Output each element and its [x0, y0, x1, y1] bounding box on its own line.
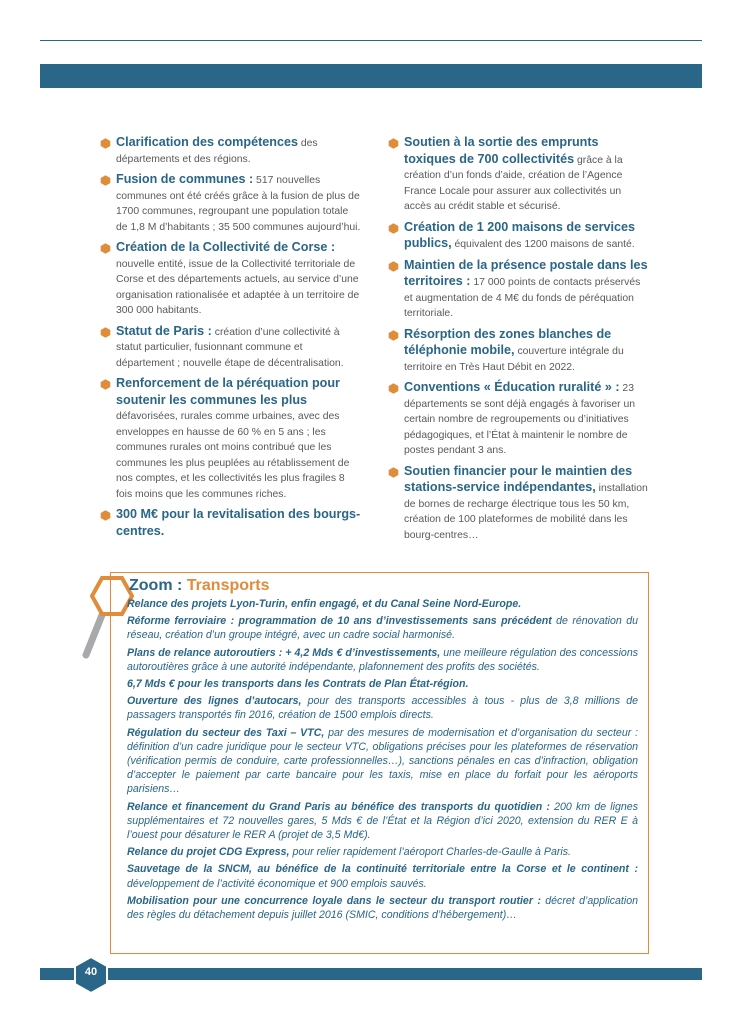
bullet-desc: 17 000 points de contacts préservés et augmentation de 4 M€ du fonds de péréquation territoriale.: [404, 277, 641, 319]
bullet-desc: grâce à la création d’un fonds d’aide, création de l’Agence France Locale pour assurer aux collectivités un accès au crédit stable et sécurisé.: [404, 154, 623, 212]
zoom-paragraph: [127, 862, 638, 890]
zoom-paragraph-lead: Sauvetage de la SNCM, au bénéfice de la continuité territoriale entre la Corse et le continent :: [127, 863, 638, 876]
zoom-paragraph: [127, 597, 638, 611]
bullet-title: 300 M€ pour la revitalisation des bourgs-centres.: [116, 507, 361, 538]
hexagon-bullet-icon: [100, 379, 111, 390]
bullet-title: Création de 1 200 maisons de services publics,: [404, 219, 636, 250]
hexagon-bullet-icon: [388, 330, 399, 341]
zoom-paragraph: [127, 845, 638, 859]
bullet-item: [100, 507, 362, 540]
bullet-item: [388, 135, 650, 215]
zoom-paragraph-lead: Réforme ferroviaire : programmation de 10 ans d’investissements sans précédent: [127, 615, 552, 628]
bullet-desc: 517 nouvelles communes ont été créés grâce à la fusion de plus de 1700 communes, regroupant une population totale de 1,8 M d’habitants ; 35 500 communes aujourd’hui.: [116, 175, 361, 233]
zoom-paragraph-lead: Relance des projets Lyon-Turin, enfin engagé, et du Canal Seine Nord-Europe.: [127, 598, 522, 610]
bullet-desc: création d’une collectivité à statut particulier, fusionnant commune et département ; nouvelle étape de décentralisation.: [116, 326, 344, 369]
bullet-item: [388, 464, 650, 544]
right-column: [388, 135, 650, 548]
zoom-paragraph-text: décret d’application des règles du détachement depuis juillet 2016 (SMIC, conditions d’hébergement)…: [127, 894, 638, 922]
bullet-title: Conventions « Éducation ruralité » :: [404, 380, 620, 394]
bullet-title: Statut de Paris :: [116, 323, 212, 338]
zoom-paragraph-lead: Ouverture des lignes d’autocars,: [127, 695, 302, 708]
hexagon-bullet-icon: [100, 327, 111, 338]
zoom-paragraph-lead: Régulation du secteur des Taxi – VTC,: [127, 726, 325, 739]
zoom-paragraph-lead: 6,7 Mds € pour les transports dans les Contrats de Plan État-région.: [127, 678, 469, 691]
bullet-item: [100, 240, 362, 319]
bullet-title: Fusion de communes :: [116, 172, 254, 186]
bullet-desc: équivalent des 1200 maisons de santé.: [451, 239, 635, 250]
zoom-paragraph: [127, 694, 638, 722]
zoom-paragraph-lead: Relance et financement du Grand Paris au bénéfice des transports du quotidien :: [127, 800, 550, 813]
left-column: [100, 135, 362, 545]
hexagon-bullet-icon: [100, 243, 111, 254]
hexagon-bullet-icon: [100, 138, 111, 149]
bullet-desc: 23 départements se sont déjà engagés à favoriser un certain nombre de regroupements ou d’initiatives pédagogiques, et l’État à maintenir le nombre de postes pendant 3 ans.: [404, 383, 636, 456]
zoom-label: Zoom :: [129, 577, 183, 594]
zoom-body: [127, 597, 638, 925]
bullet-title: Création de la Collectivité de Corse :: [116, 240, 336, 254]
bullet-desc: défavorisées, rurales comme urbaines, avec des enveloppes en hausse de 60 % en 5 ans ; les communes rurales ont moins contribué que les communes les plus peuplées au rétablissement de nos comptes, et les collectivités les plus fragiles 8 fois moins que les communes riches.: [116, 411, 350, 500]
hexagon-bullet-icon: [388, 467, 399, 478]
hexagon-bullet-icon: [388, 223, 399, 234]
bullet-title: Renforcement de la péréquation pour soutenir les communes les plus: [116, 376, 340, 407]
zoom-paragraph: [127, 646, 638, 674]
zoom-paragraph-text: pour des transports accessibles à tous - plus de 3,8 millions de passagers transportés fin 2016, création de 1500 emplois directs.: [127, 695, 638, 722]
zoom-paragraph: [127, 800, 638, 843]
zoom-paragraph: [127, 614, 638, 642]
zoom-paragraph-lead: Relance du projet CDG Express,: [127, 846, 290, 859]
zoom-paragraph: [127, 726, 638, 797]
hexagon-bullet-icon: [388, 383, 399, 394]
zoom-paragraph-lead: Plans de relance autoroutiers : + 4,2 Mds € d’investissements,: [127, 646, 441, 659]
hexagon-bullet-icon: [100, 510, 111, 521]
zoom-paragraph: [127, 894, 638, 922]
top-rule: [40, 40, 702, 41]
header-band: [40, 64, 702, 88]
zoom-paragraph-text: par des mesures de modernisation et d’organisation du secteur : définition d’un cadre juridique pour le secteur VTC, obligations précises pour les plateformes de réservation (vérification permis de conduire, carte professionnelles…), sanctions pénales en cas d’infraction, obligation d’accepter le paiement par carte bancaire pour les taxis, mise en place du forfait pour les aéroports parisiens…: [127, 726, 638, 796]
zoom-box: [110, 572, 649, 954]
zoom-paragraph: [127, 677, 638, 691]
bullet-desc: nouvelle entité, issue de la Collectivité territoriale de Corse et des départements actuels, au service d’une organisation rationalisée et adaptée à un territoire de 300 000 habitants.: [116, 258, 360, 316]
bullet-item: [388, 327, 650, 376]
zoom-paragraph-text: de rénovation du réseau, création d’un groupe intégré, avec un cadre social harmonisé.: [127, 615, 638, 642]
zoom-paragraph-lead: Mobilisation pour une concurrence loyale dans le secteur du transport routier :: [127, 894, 541, 907]
bullet-item: [388, 220, 650, 253]
bullet-title: Maintien de la présence postale dans les territoires :: [404, 257, 648, 288]
bullet-title: Résorption des zones blanches de téléphonie mobile,: [404, 326, 612, 357]
bullet-title: Clarification des compétences: [116, 135, 298, 149]
zoom-paragraph-text: 200 km de lignes supplémentaires et 72 nouvelles gares, 5 Mds € de l’État et la Région d’ici 2020, extension du RER E à l’ouest pour désaturer le RER A (projet de 3,5 Md€).: [127, 800, 638, 842]
bullet-title: Soutien à la sortie des emprunts toxiques de 700 collectivités: [404, 135, 599, 166]
hexagon-bullet-icon: [100, 175, 111, 186]
bullet-item: [388, 258, 650, 322]
page-number: 40: [84, 966, 98, 978]
bullet-item: [100, 172, 362, 235]
bullet-desc: des départements et des régions.: [116, 138, 318, 165]
zoom-paragraph-text: une meilleure régulation des concessions autoroutières grâce à une autorité indépendante, plafonnement des profits des sociétés.: [127, 646, 639, 673]
bullet-item: [388, 380, 650, 459]
bullet-item: [100, 324, 362, 372]
footer-band: [40, 968, 702, 980]
zoom-paragraph-text: développement de l’activité économique et 900 emplois sauvés.: [127, 877, 427, 890]
zoom-paragraph-text: pour relier rapidement l’aéroport Charles-de-Gaulle à Paris.: [289, 846, 571, 859]
bullet-item: [100, 135, 362, 167]
bullet-title: Soutien financier pour le maintien des stations-service indépendantes,: [404, 463, 633, 494]
bullet-desc: installation de bornes de recharge électrique tous les 50 km, création de 100 plateformes de mobilité dans les bourg-centres…: [404, 483, 648, 541]
zoom-heading: [129, 577, 269, 595]
bullet-desc: couverture intégrale du territoire en Très Haut Débit en 2022.: [404, 346, 624, 373]
bullet-item: [100, 376, 362, 502]
hexagon-bullet-icon: [388, 138, 399, 149]
zoom-subject: Transports: [186, 577, 270, 594]
hexagon-bullet-icon: [388, 261, 399, 272]
